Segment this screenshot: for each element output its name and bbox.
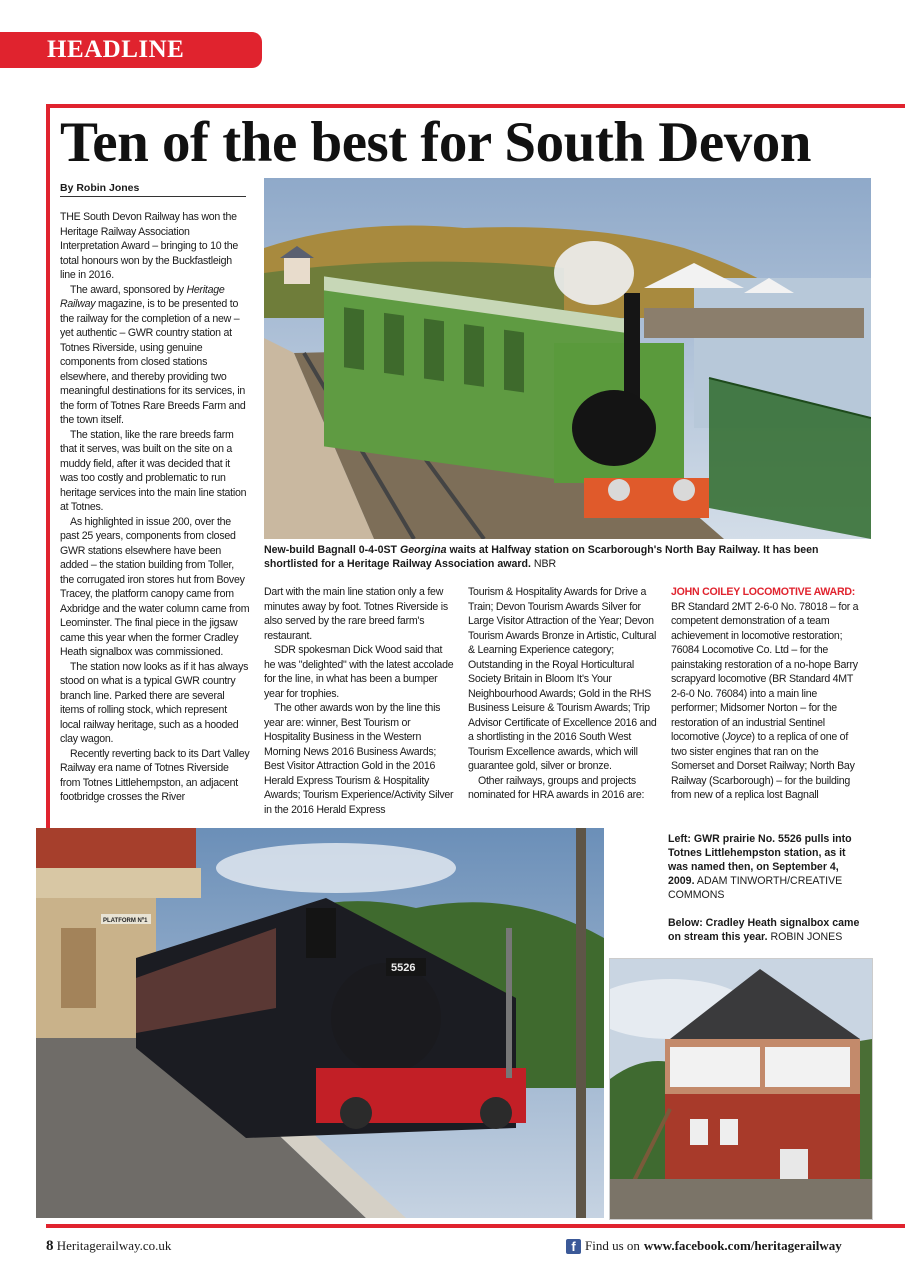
headline: Ten of the best for South Devon: [60, 111, 811, 174]
paragraph: Recently reverting back to its Dart Valley Railway era name of Totnes Riverside from Totnes Littlehempston, an adjacent footbridge crosses the River: [60, 747, 250, 803]
paragraph: Dart with the main line station only a few minutes away by foot. Totnes Riverside is also served by the rare breed farm's restaurant.: [264, 586, 448, 642]
facebook-icon: f: [566, 1239, 581, 1254]
article-column-3: [468, 585, 660, 803]
photo-cradley-heath-signalbox: [609, 958, 873, 1220]
photo-caption-top: New-build Bagnall 0-4-0ST Georgina waits at Halfway station on Scarborough's North Bay Railway. It has been shortlisted for a Heritage Railway Association award. NBR: [264, 544, 819, 570]
paragraph: The award, sponsored by Heritage Railway magazine, is to be presented to the railway for the completion of a new – yet authentic – GWR country station at Totnes Riverside, using genuine components from closed stations elsewhere, and thereby providing two meaningful destinations for its services, in the form of Totnes Rare Breeds Farm and the town itself.: [60, 283, 246, 426]
find-us-label: Find us on: [585, 1238, 640, 1253]
page-number: 8: [46, 1238, 54, 1254]
award-heading: JOHN COILEY LOCOMOTIVE AWARD:: [671, 586, 856, 598]
article-column-2: [264, 585, 456, 817]
photo-gwr-prairie-5526: [36, 828, 604, 1218]
photo-caption-right: [668, 832, 868, 958]
byline: By Robin Jones: [60, 182, 246, 197]
paragraph: The station, like the rare breeds farm that it serves, was built on the site on a muddy field, after it was decided that it was too costly and problematic to run heritage services into the main line station at Totnes.: [60, 428, 247, 513]
frame-bottom-rule: [46, 1224, 905, 1228]
paragraph: As highlighted in issue 200, over the past 25 years, components from closed GWR stations elsewhere have been added – the station building from Toller, the corrugated iron stores hut from Bovey Tracey, the platform canopy came from Axbridge and the water column came from Leominster. The final piece in the jigsaw came this year when the former Cradley Heath signalbox was commissioned.: [60, 515, 250, 658]
facebook-link[interactable]: www.facebook.com/heritagerailway: [643, 1238, 842, 1253]
paragraph: SDR spokesman Dick Wood said that he was "delighted" with the latest accolade for the line, in what has been a bumper year for trophies.: [264, 644, 454, 700]
frame-left-rule: [46, 104, 50, 830]
site-name: Heritagerailway.co.uk: [56, 1238, 172, 1253]
footer-left: [46, 1238, 171, 1255]
paragraph: JOHN COILEY LOCOMOTIVE AWARD: BR Standard 2MT 2-6-0 No. 78018 – for a competent demonstration of a team achievement in locomotive restoration; 76084 Locomotive Co. Ltd – for the painstaking restoration of a no-hope Barry scrapyard locomotive (BR Standard 4MT 2-6-0 No. 76084) into a main line performer; Midsomer Norton – for the restoration of an industrial Sentinel locomotive (Joyce) to a replica of one of two sister engines that ran on the Somerset and Dorset Railway; North Bay Railway (Scarborough) – for the building from new of a replica lost Bagnall: [671, 586, 859, 801]
section-tab: [0, 32, 262, 91]
frame-top-rule: [46, 104, 905, 108]
paragraph: Tourism & Hospitality Awards for Drive a Train; Devon Tourism Awards Silver for Large Visitor Attraction of the Year; Devon Tourism Awards Bronze in Artistic, Cultural & Learning Experience category; Outstanding in the Royal Horticultural Society Britain in Bloom It's Your Neighbourhood Awards; Gold in the RHS Business Leisure & Tourism Awards; Trip Advisor Certificate of Excellence 2016 and a shortlisting in the 2016 South West Tourism Excellence awards, which will guarantee gold, silver or bronze.: [468, 586, 657, 772]
platform-sign: PLATFORM Nº1: [103, 918, 148, 924]
paragraph: The other awards won by the line this year are: winner, Best Tourism or Hospitality Business in the Western Morning News 2016 Business Awards; Best Visitor Attraction Gold in the 2016 Herald Express Tourism & Hospitality Awards; Tourism Experience/Activity Silver in the 2016 Herald Express: [264, 702, 454, 816]
paragraph: THE South Devon Railway has won the Heritage Railway Association Interpretation Award – bringing to 10 the total honours won by the Buckfastleigh line in 2016.: [60, 211, 239, 281]
article-column-4: [671, 585, 861, 803]
paragraph: The station now looks as if it has always stood on what is a typical GWR country branch line. Parked there are several items of rolling stock, which represent local railway heritage, such as a hooded clay wagon.: [60, 660, 249, 745]
footer-right: [566, 1238, 842, 1254]
section-tab-label: HEADLINE NEWS: [47, 36, 185, 91]
caption-below-photo: Below: Cradley Heath signalbox came on stream this year. ROBIN JONES: [668, 917, 860, 943]
photo-georgina-scarborough: [264, 178, 871, 539]
paragraph: Other railways, groups and projects nominated for HRA awards in 2016 are:: [468, 774, 645, 801]
caption-left-photo: Left: GWR prairie No. 5526 pulls into Totnes Littlehempston station, as it was named then, on September 4, 2009. ADAM TINWORTH/CREATIVE COMMONS: [668, 833, 852, 901]
loco-number: 5526: [391, 962, 416, 974]
article-column-1: [60, 210, 250, 805]
